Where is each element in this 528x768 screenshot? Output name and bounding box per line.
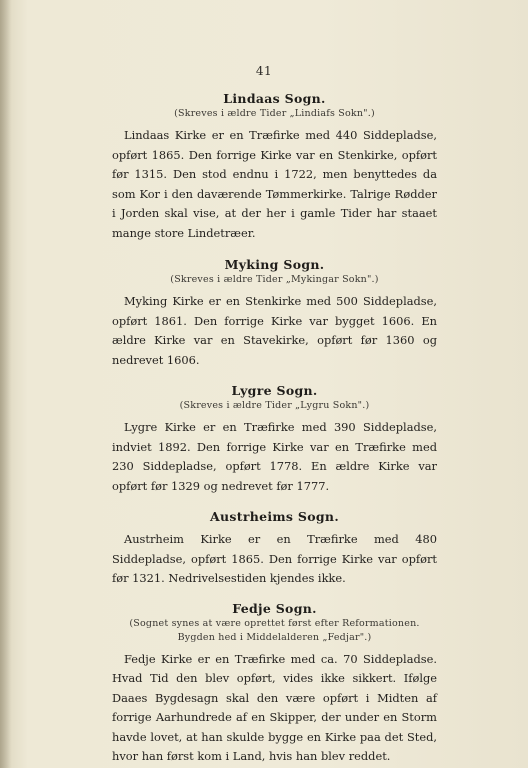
section-heading: Austrheims Sogn.	[210, 509, 339, 524]
section-body: Lygre Kirke er en Træfirke med 390 Siddepladse, indviet 1892. Den forrige Kirke var en Træfirke med 230 Siddepladse, opført 1778. En ældre Kirke var opført før 1329 og nedrevet før 1777.	[112, 420, 437, 493]
section-body: Lindaas Kirke er en Træfirke med 440 Siddepladse, opført 1865. Den forrige Kirke var en Stenkirke, opført før 1315. Den stod endnu i 1722, men benyttedes da som Kor i den daværende Tømmerkirke. Talrige Rødder i Jorden skal vise, at der her i gamle Tider har staaet mange store Lindetræer.	[112, 128, 437, 240]
section-heading: Lindaas Sogn.	[223, 91, 326, 106]
section-body: Austrheim Kirke er en Træfirke med 480 Siddepladse, opført 1865. Den forrige Kirke var opført før 1321. Nedrivelsestiden kjendes ikke.	[112, 532, 437, 585]
page-number: 41	[255, 64, 273, 78]
section-fedje	[112, 600, 437, 767]
section-heading: Lygre Sogn.	[231, 383, 318, 398]
binding-shadow	[0, 0, 12, 768]
section-myking	[112, 256, 437, 370]
section-subtitle: (Skreves i ældre Tider „Lindiafs Sokn".)	[174, 108, 375, 119]
page-content	[112, 90, 437, 767]
section-lindaas	[112, 90, 437, 243]
section-austrheim	[112, 508, 437, 589]
section-subtitle: (Sognet synes at være oprettet først efter Reformationen. Bygden hed i Middelalderen „Fedjar".)	[129, 617, 420, 643]
section-lygre	[112, 382, 437, 496]
section-heading: Fedje Sogn.	[232, 600, 317, 616]
section-subtitle: (Skreves i ældre Tider „Mykingar Sokn".)	[170, 274, 379, 285]
section-body: Myking Kirke er en Stenkirke med 500 Siddepladse, opført 1861. Den forrige Kirke var bygget 1606. En ældre Kirke var en Stavekirke, opført før 1360 og nedrevet 1606.	[112, 294, 437, 367]
section-body: Fedje Kirke er en Træfirke med ca. 70 Siddepladse. Hvad Tid den blev opført, vides ikke sikkert. Ifølge Daaes Bygdesagn skal den være opført i Midten af forrige Aarhundrede af en Skipper, der under en Storm havde lovet, at han skulde bygge en Kirke paa det Sted, hvor han først kom i Land, hvis han blev reddet.	[112, 651, 437, 763]
section-heading: Myking Sogn.	[224, 257, 325, 272]
section-subtitle: (Skreves i ældre Tider „Lygru Sokn".)	[179, 400, 370, 411]
